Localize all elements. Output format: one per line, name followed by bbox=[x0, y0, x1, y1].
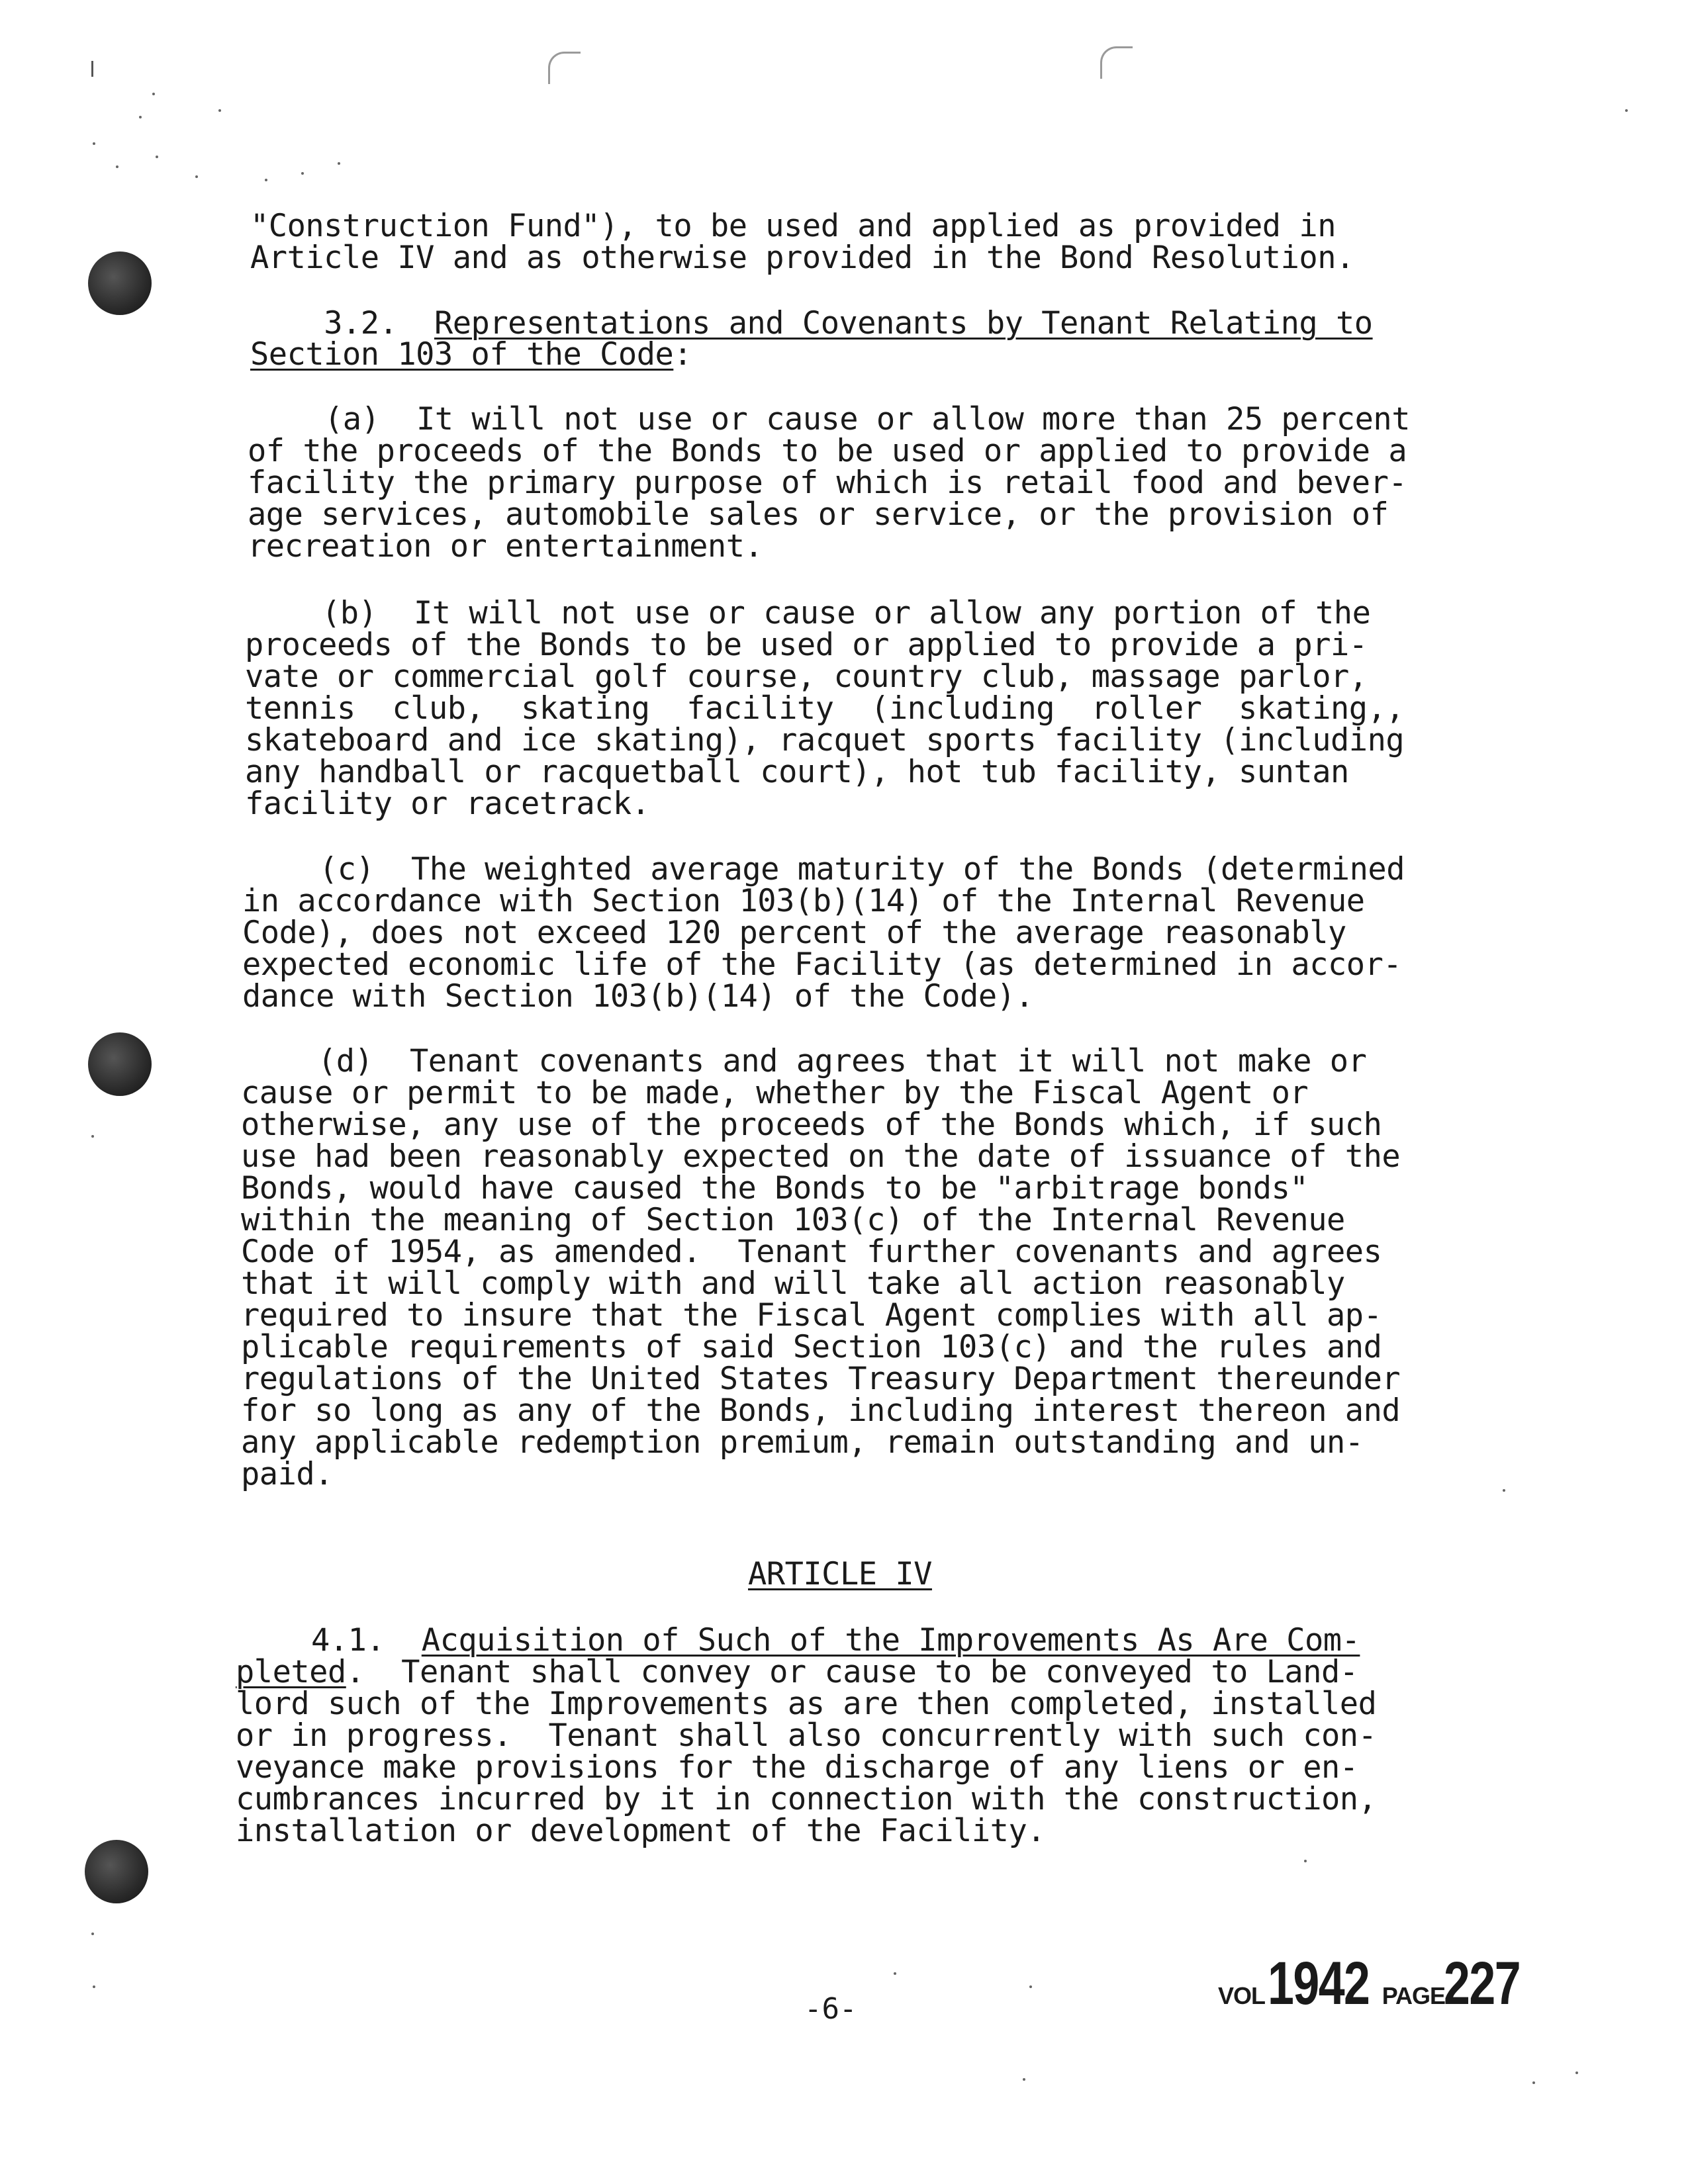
section-4-1-line: lord such of the Improvements as are then completed, installed bbox=[236, 1686, 1377, 1722]
paragraph-a-line: of the proceeds of the Bonds to be used or applied to provide a bbox=[248, 433, 1407, 469]
scan-speck bbox=[195, 175, 198, 178]
paragraph-d-line: (d) Tenant covenants and agrees that it will not make or bbox=[318, 1043, 1367, 1079]
punch-hole-top bbox=[88, 251, 152, 315]
scan-speck bbox=[91, 1135, 94, 1138]
paragraph-b-line: skateboard and ice skating), racquet sports facility (including bbox=[245, 722, 1405, 758]
continuation-line: "Construction Fund"), to be used and applied as provided in bbox=[250, 208, 1336, 244]
section-heading-line2: Section 103 of the Code bbox=[250, 336, 674, 373]
scan-speck bbox=[116, 165, 118, 168]
paragraph-b-line: tennis club, skating facility (including roller skating,, bbox=[245, 690, 1405, 727]
scan-speck bbox=[1575, 2071, 1578, 2074]
paragraph-b-line: vate or commercial golf course, country club, massage parlor, bbox=[245, 659, 1368, 695]
scan-speck bbox=[93, 142, 95, 145]
paragraph-b-line: proceeds of the Bonds to be used or applied to provide a pri- bbox=[245, 627, 1368, 663]
section-4-1-line: veyance make provisions for the discharge of any liens or en- bbox=[236, 1749, 1358, 1786]
scan-mark bbox=[91, 61, 93, 77]
paragraph-b-line: (b) It will not use or cause or allow any portion of the bbox=[322, 595, 1371, 631]
scan-speck bbox=[152, 93, 155, 95]
scan-speck bbox=[1625, 109, 1628, 112]
scan-speck bbox=[1304, 1860, 1307, 1862]
paragraph-d-line: use had been reasonably expected on the date of issuance of the bbox=[241, 1138, 1401, 1175]
article-heading: ARTICLE IV bbox=[748, 1556, 932, 1592]
scan-speck bbox=[301, 172, 304, 175]
section-4-1-line: cumbrances incurred by it in connection with the construction, bbox=[236, 1781, 1377, 1817]
paragraph-d-line: regulations of the United States Treasury Department thereunder bbox=[241, 1361, 1401, 1397]
paragraph-d-line: within the meaning of Section 103(c) of the Internal Revenue bbox=[241, 1202, 1345, 1238]
scan-mark bbox=[548, 52, 581, 84]
heading-colon: : bbox=[673, 336, 692, 373]
paragraph-b-line: facility or racetrack. bbox=[245, 786, 650, 822]
section-4-1-line1 bbox=[311, 1622, 1360, 1659]
paragraph-c-line: (c) The weighted average maturity of the Bonds (determined bbox=[319, 851, 1405, 887]
section-3-2-heading-line2 bbox=[250, 336, 692, 373]
punch-hole-middle bbox=[88, 1032, 152, 1096]
section-3-2-heading bbox=[250, 305, 1373, 341]
paragraph-d-line: Code of 1954, as amended. Tenant further covenants and agrees bbox=[241, 1234, 1382, 1270]
scan-speck bbox=[265, 179, 267, 181]
paragraph-d-line: that it will comply with and will take all action reasonably bbox=[241, 1265, 1345, 1302]
scan-speck bbox=[218, 109, 221, 112]
paragraph-a-line: facility the primary purpose of which is retail food and bever- bbox=[248, 465, 1407, 501]
section-heading-part2: pleted bbox=[236, 1654, 346, 1690]
section-heading-line1: Representations and Covenants by Tenant Relating to bbox=[434, 305, 1373, 341]
section-4-1-text: . Tenant shall convey or cause to be conveyed to Land- bbox=[346, 1654, 1358, 1690]
paragraph-c-line: Code), does not exceed 120 percent of the average reasonably bbox=[242, 915, 1346, 951]
section-number: 4.1. bbox=[311, 1622, 385, 1659]
stamp-page-label: PAGE bbox=[1382, 1982, 1446, 2009]
continuation-line: Article IV and as otherwise provided in the Bond Resolution. bbox=[250, 240, 1354, 276]
paragraph-d-line: paid. bbox=[241, 1456, 333, 1492]
paragraph-a-line: age services, automobile sales or service, or the provision of bbox=[248, 496, 1389, 533]
paragraph-c-line: dance with Section 103(b)(14) of the Code). bbox=[242, 978, 1034, 1015]
scan-speck bbox=[894, 1972, 896, 1975]
paragraph-a-line: (a) It will not use or cause or allow more than 25 percent bbox=[324, 401, 1410, 437]
scan-speck bbox=[1029, 1985, 1032, 1988]
paragraph-d-line: Bonds, would have caused the Bonds to be "arbitrage bonds" bbox=[241, 1170, 1309, 1206]
scan-speck bbox=[93, 1985, 95, 1988]
scan-speck bbox=[338, 162, 340, 165]
page-number: -6- bbox=[804, 1992, 857, 2026]
paragraph-d-line: plicable requirements of said Section 103(c) and the rules and bbox=[241, 1329, 1382, 1365]
scan-speck bbox=[1503, 1489, 1505, 1492]
paragraph-d-line: for so long as any of the Bonds, including interest thereon and bbox=[241, 1392, 1401, 1429]
scan-speck bbox=[156, 156, 158, 158]
punch-hole-bottom bbox=[85, 1840, 148, 1903]
section-heading-part1: Acquisition of Such of the Improvements As Are Com- bbox=[421, 1622, 1360, 1659]
section-number: 3.2. bbox=[324, 305, 398, 341]
scan-speck bbox=[1532, 2081, 1535, 2084]
stamp-vol-label: VOL bbox=[1218, 1982, 1266, 2009]
paragraph-d-line: otherwise, any use of the proceeds of the Bonds which, if such bbox=[241, 1107, 1382, 1143]
paragraph-d-line: required to insure that the Fiscal Agent complies with all ap- bbox=[241, 1297, 1382, 1334]
scan-mark bbox=[1100, 46, 1133, 79]
paragraph-c-line: in accordance with Section 103(b)(14) of the Internal Revenue bbox=[242, 883, 1365, 919]
section-4-1-line2 bbox=[236, 1654, 1358, 1690]
paragraph-d-line: cause or permit to be made, whether by the Fiscal Agent or bbox=[241, 1075, 1309, 1111]
stamp-vol-number: 1942 bbox=[1268, 1950, 1370, 2017]
stamp-page-number: 227 bbox=[1444, 1950, 1521, 2017]
scan-speck bbox=[1023, 2078, 1025, 2081]
paragraph-c-line: expected economic life of the Facility (as determined in accor- bbox=[242, 946, 1402, 983]
scan-speck bbox=[91, 1933, 94, 1935]
section-4-1-line: or in progress. Tenant shall also concurrently with such con- bbox=[236, 1717, 1377, 1754]
recording-stamp bbox=[1218, 1949, 1542, 2019]
paragraph-b-line: any handball or racquetball court), hot tub facility, suntan bbox=[245, 754, 1349, 790]
section-4-1-line: installation or development of the Facility. bbox=[236, 1813, 1046, 1849]
paragraph-d-line: any applicable redemption premium, remain outstanding and un- bbox=[241, 1424, 1364, 1461]
paragraph-a-line: recreation or entertainment. bbox=[248, 528, 763, 565]
scan-speck bbox=[139, 116, 142, 118]
